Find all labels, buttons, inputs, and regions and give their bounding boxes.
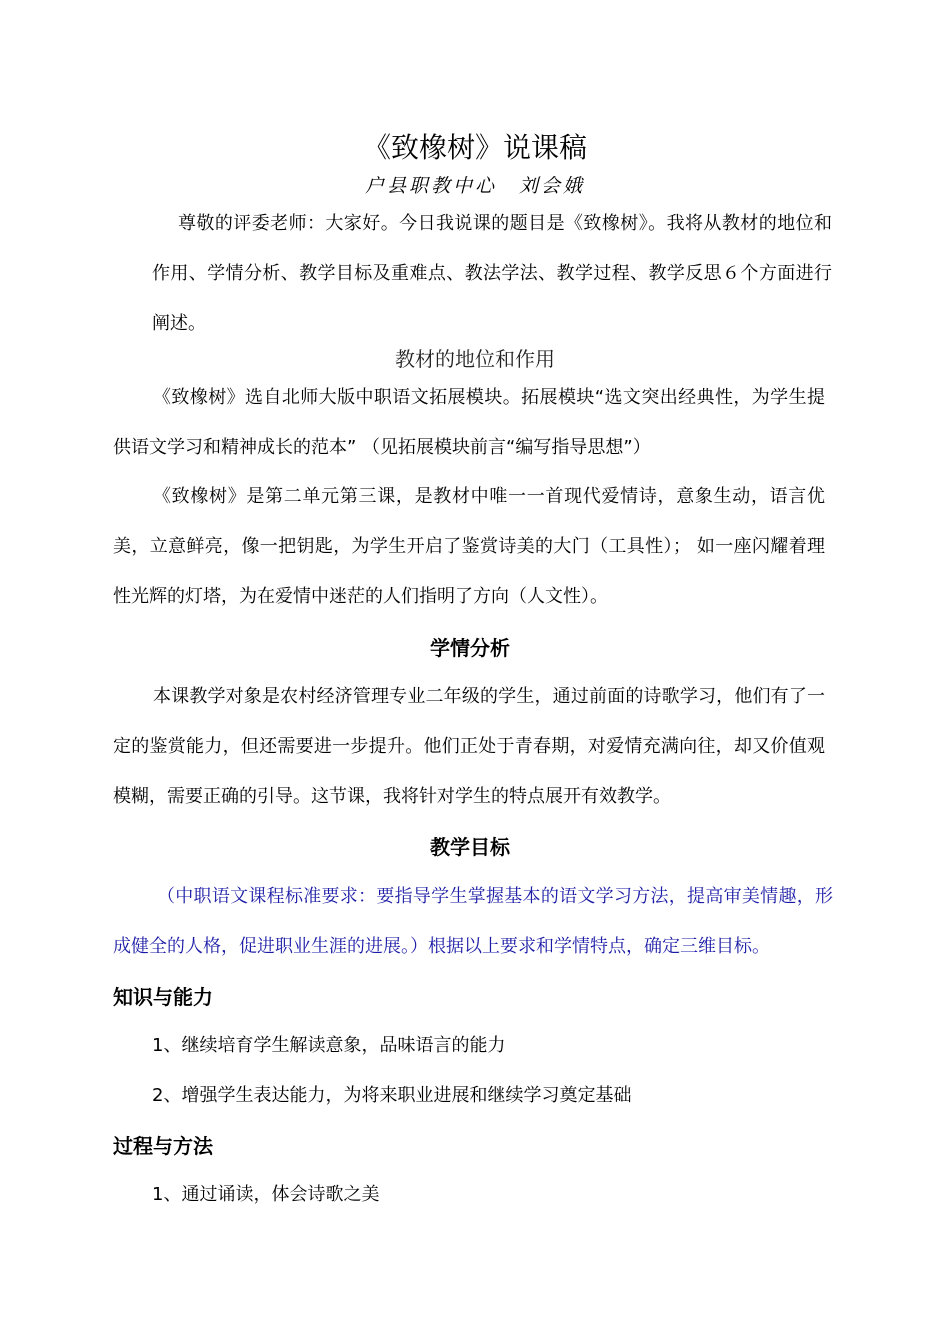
document-title: 《致橡树》说课稿 (362, 131, 587, 164)
intro-paragraph: 尊敬的评委老师：大家好。今日我说课的题目是《致橡树》。我将从教材的地位和作用、学情分析、教学目标及重难点、教法学法、教学过程、教学反思６个方面进行阐述。 (152, 213, 832, 334)
curriculum-standard-paragraph: （中职语文课程标准要求：要指导学生掌握基本的语文学习方法，提高审美情趣，形成健全的人格，促进职业生涯的进展。）根据以上要求和学情特点，确定三维目标。 (113, 886, 833, 957)
list-item: 2、增强学生表达能力，为将来职业进展和继续学习奠定基础 (152, 1085, 632, 1106)
textbook-paragraph-1: 《致橡树》选自北师大版中职语文拓展模块。拓展模块“选文突出经典性，为学生提供语文学习和精神成长的范本” （见拓展模块前言“编写指导思想”） (113, 387, 825, 458)
subheading-process-method: 过程与方法 (113, 1134, 213, 1158)
section-title-learner-analysis: 学情分析 (430, 636, 510, 660)
section-title-textbook: 教材的地位和作用 (395, 347, 555, 371)
list-item: 1、继续培育学生解读意象，品味语言的能力 (152, 1035, 506, 1056)
author-line: 户县职教中心 刘会娥 (364, 175, 585, 197)
learner-analysis-paragraph: 本课教学对象是农村经济管理专业二年级的学生，通过前面的诗歌学习，他们有了一定的鉴赏能力，但还需要进一步提升。他们正处于青春期，对爱情充满向往，却又价值观模糊，需要正确的引导。这节课，我将针对学生的特点展开有效教学。 (113, 686, 825, 807)
section-title-teaching-goals: 教学目标 (430, 835, 510, 859)
list-item: 1、通过诵读，体会诗歌之美 (152, 1184, 380, 1205)
subheading-knowledge-ability: 知识与能力 (113, 985, 213, 1009)
textbook-paragraph-2: 《致橡树》是第二单元第三课，是教材中唯一一首现代爱情诗，意象生动，语言优美，立意鲜亮，像一把钥匙，为学生开启了鉴赏诗美的大门（工具性）； 如一座闪耀着理性光辉的灯塔，为在爱情中迷茫的人们指明了方向（人文性）。 (113, 486, 825, 607)
